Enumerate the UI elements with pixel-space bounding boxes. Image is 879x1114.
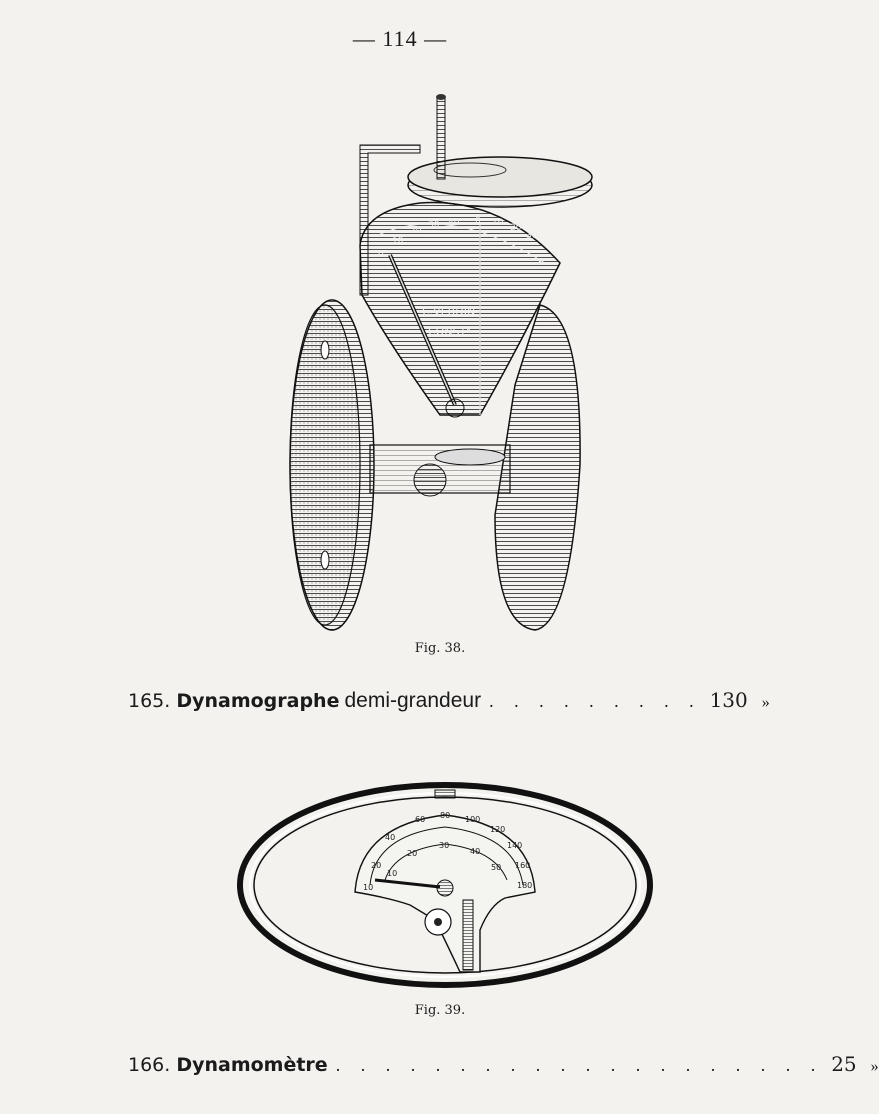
outer-scale-label: 20 [371, 861, 382, 870]
figure-38-dynamographe-illustration [270, 85, 600, 640]
nameplate-maker: C.VERDIN [422, 305, 476, 318]
scale-label: 10 [392, 236, 404, 246]
entry-price: 130 [709, 688, 748, 712]
inner-scale-label: 20 [407, 849, 418, 858]
inner-scale-label: 10 [387, 869, 398, 878]
ditto-mark: » [761, 694, 770, 711]
entry-description: demi-grandeur [344, 689, 482, 712]
scale-label: 20 [510, 223, 522, 233]
entry-price: 25 [831, 1052, 857, 1076]
outer-scale-label: 120 [490, 825, 506, 834]
inner-scale-label: 30 [439, 841, 450, 850]
outer-scale-label: 60 [415, 815, 426, 824]
figure-38-caption: Fig. 38. [414, 641, 466, 656]
scale-label: K [538, 258, 544, 268]
scale-label: 20 [410, 226, 422, 236]
catalog-entry-166 [128, 1052, 879, 1076]
figure-39-dynamometre-illustration [235, 780, 655, 995]
scale-label: 30 [526, 231, 538, 241]
dot-leader: . . . . . . . . . [489, 691, 702, 711]
inner-scale-label: 40 [470, 847, 481, 856]
scale-label: 30 [428, 220, 440, 230]
outer-scale-label: 140 [507, 841, 523, 850]
outer-scale-label: 10 [363, 883, 374, 892]
outer-scale-label: 160 [515, 861, 531, 870]
entry-name: Dynamomètre [176, 1054, 328, 1076]
nameplate-const: CONSTᴿ [428, 325, 472, 338]
ditto-mark: » [870, 1058, 879, 1075]
entry-number: 166. [128, 1054, 171, 1076]
entry-name: Dynamographe [176, 690, 340, 712]
outer-scale-label: 80 [440, 811, 451, 820]
outer-scale-label: 40 [385, 833, 396, 842]
entry-number: 165. [128, 690, 171, 712]
catalog-entry-165 [128, 688, 770, 713]
scale-label: 0 [378, 250, 384, 260]
outer-scale-label: 100 [465, 815, 481, 824]
figure-39-caption: Fig. 39. [414, 1003, 466, 1018]
inner-scale-label: 50 [491, 863, 502, 872]
page-number: — 114 — [352, 26, 448, 51]
outer-scale-label: 180 [517, 881, 533, 890]
scale-label: 10 [492, 218, 504, 228]
scale-label: 0 [475, 216, 481, 226]
dot-leader: . . . . . . . . . . . . . . . . . . . . [335, 1055, 824, 1075]
scale-label: 40 [448, 218, 460, 228]
